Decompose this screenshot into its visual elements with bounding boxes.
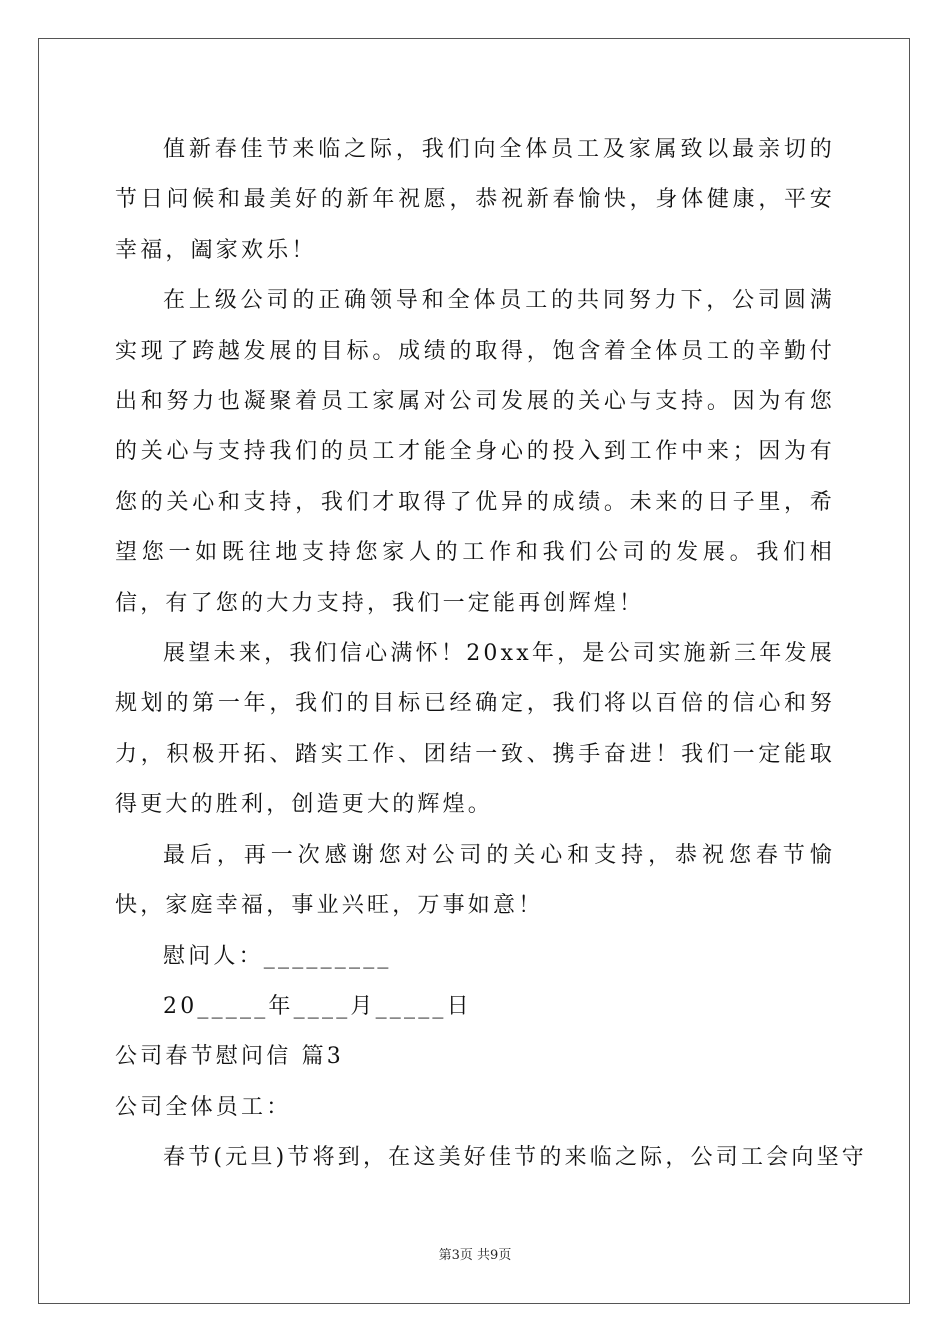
document-body (115, 125, 867, 1184)
page-number: 第3页 共9页 (438, 1248, 512, 1263)
salutation: 公司全体员工： (115, 1094, 292, 1120)
paragraph-achievement: 在上级公司的正确领导和全体员工的共同努力下，公司圆满实现了跨越发展的目标。成绩的取得，饱含着全体员工的辛勤付出和努力也凝聚着员工家属对公司发展的关心与支持。因为有您的关心与支持我们的员工才能全身心的投入到工作中来；因为有您的关心和支持，我们才取得了优异的成绩。未来的日子里，希望您一如既往地支持您家人的工作和我们公司的发展。我们相信，有了您的大力支持，我们一定能再创辉煌！ (115, 288, 835, 616)
paragraph-greeting: 值新春佳节来临之际，我们向全体员工及家属致以最亲切的节日问候和最美好的新年祝愿，恭祝新春愉快，身体健康，平安幸福，阖家欢乐！ (115, 137, 835, 263)
paragraph-outlook: 展望未来，我们信心满怀！20xx年，是公司实施新三年发展规划的第一年，我们的目标已经确定，我们将以百倍的信心和努力，积极开拓、踏实工作、团结一致、携手奋进！我们一定能取得更大的胜利，创造更大的辉煌。 (115, 641, 835, 818)
paragraph-closing: 最后，再一次感谢您对公司的关心和支持，恭祝您春节愉快，家庭幸福，事业兴旺，万事如意！ (115, 842, 835, 919)
signature-line: 慰问人：_________ (163, 943, 392, 969)
section-title: 公司春节慰问信 篇3 (115, 1044, 344, 1070)
date-line: 20_____年____月_____日 (163, 993, 472, 1019)
paragraph-next: 春节(元旦)节将到，在这美好佳节的来临之际，公司工会向坚守 (163, 1145, 867, 1171)
